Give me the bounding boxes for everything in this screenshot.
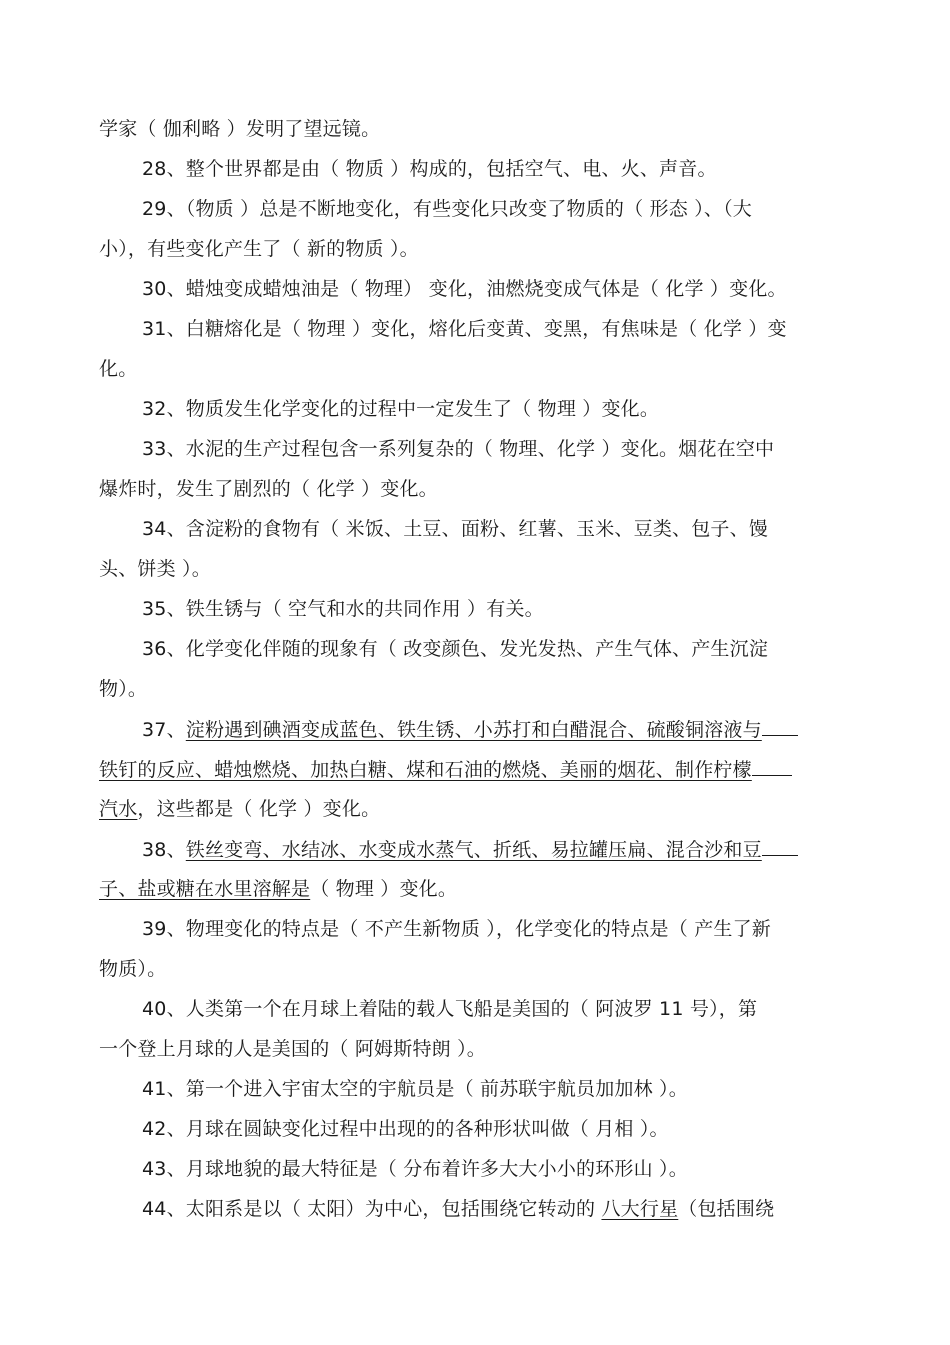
item-44-text: 44、太阳系是以（ 太阳）为中心，包括围绕它转动的 bbox=[142, 1198, 602, 1220]
blank-fill-line bbox=[762, 837, 798, 856]
item-33-cont: 爆炸时，发生了剧烈的（ 化学 ）变化。 bbox=[99, 478, 438, 500]
item-41: 41、第一个进入宇宙太空的宇航员是（ 前苏联宇航员加加林 ）。 bbox=[142, 1078, 688, 1100]
item-36: 36、化学变化伴随的现象有（ 改变颜色、发光发热、产生气体、产生沉淀 bbox=[142, 638, 769, 660]
item-30: 30、蜡烛变成蜡烛油是（ 物理） 变化，油燃烧变成气体是（ 化学 ）变化。 bbox=[142, 278, 787, 300]
item-29-cont: 小），有些变化产生了（ 新的物质 ）。 bbox=[99, 238, 419, 260]
blank-fill-line bbox=[752, 757, 792, 776]
item-35: 35、铁生锈与（ 空气和水的共同作用 ）有关。 bbox=[142, 598, 544, 620]
item-37-tail: ，这些都是（ 化学 ）变化。 bbox=[137, 798, 381, 820]
item-34: 34、含淀粉的食物有（ 米饭、土豆、面粉、红薯、玉米、豆类、包子、馒 bbox=[142, 518, 769, 540]
item-38-underlined-text-2: 子、盐或糖在水里溶解是 bbox=[99, 878, 311, 900]
item-29: 29、（物质 ）总是不断地变化，有些变化只改变了物质的（ 形态 ）、（大 bbox=[142, 198, 752, 220]
item-36-cont: 物）。 bbox=[99, 678, 148, 700]
item-28: 28、整个世界都是由（ 物质 ）构成的，包括空气、电、火、声音。 bbox=[142, 158, 717, 180]
blank-fill-line bbox=[762, 717, 798, 736]
item-37-underlined-text: 淀粉遇到碘酒变成蓝色、铁生锈、小苏打和白醋混合、硫酸铜溶液与 bbox=[185, 719, 762, 741]
item-37-underlined-text-2: 铁钉的反应、蜡烛燃烧、加热白糖、煤和石油的燃烧、美丽的烟花、制作柠檬 bbox=[99, 759, 752, 781]
text-line: 学家（ 伽利略 ）发明了望远镜。 bbox=[99, 118, 381, 140]
item-38 bbox=[142, 837, 851, 861]
item-34-cont: 头、饼类 ）。 bbox=[99, 558, 211, 580]
item-39-cont: 物质）。 bbox=[99, 958, 167, 980]
item-39: 39、物理变化的特点是（ 不产生新物质 ），化学变化的特点是（ 产生了新 bbox=[142, 918, 771, 940]
item-40: 40、人类第一个在月球上着陆的载人飞船是美国的（ 阿波罗 11 号），第 bbox=[142, 998, 758, 1020]
item-38-cont bbox=[99, 877, 851, 901]
item-44-tail: （包括围绕 bbox=[678, 1198, 775, 1220]
item-37-cont bbox=[99, 757, 851, 781]
item-37-underlined-text-3: 汽水 bbox=[99, 798, 138, 820]
item-44-underlined-text: 八大行星 bbox=[601, 1198, 679, 1220]
item-37-number: 37、 bbox=[142, 719, 186, 741]
item-40-cont: 一个登上月球的人是美国的（ 阿姆斯特朗 ）。 bbox=[99, 1038, 486, 1060]
item-33: 33、水泥的生产过程包含一系列复杂的（ 物理、化学 ）变化。烟花在空中 bbox=[142, 438, 775, 460]
item-44 bbox=[142, 1197, 851, 1221]
item-38-number: 38、 bbox=[142, 839, 186, 861]
item-32: 32、物质发生化学变化的过程中一定发生了（ 物理 ）变化。 bbox=[142, 398, 660, 420]
item-38-underlined-text: 铁丝变弯、水结冰、水变成水蒸气、折纸、易拉罐压扁、混合沙和豆 bbox=[185, 839, 762, 861]
item-38-tail: （ 物理 ）变化。 bbox=[310, 878, 458, 900]
item-31-cont: 化。 bbox=[99, 358, 138, 380]
item-37-cont-2 bbox=[99, 797, 851, 821]
item-43: 43、月球地貌的最大特征是（ 分布着许多大大小小的环形山 ）。 bbox=[142, 1158, 688, 1180]
item-37 bbox=[142, 717, 851, 741]
item-42: 42、月球在圆缺变化过程中出现的的各种形状叫做（ 月相 ）。 bbox=[142, 1118, 669, 1140]
item-31: 31、白糖熔化是（ 物理 ）变化，熔化后变黄、变黑，有焦味是（ 化学 ）变 bbox=[142, 318, 787, 340]
